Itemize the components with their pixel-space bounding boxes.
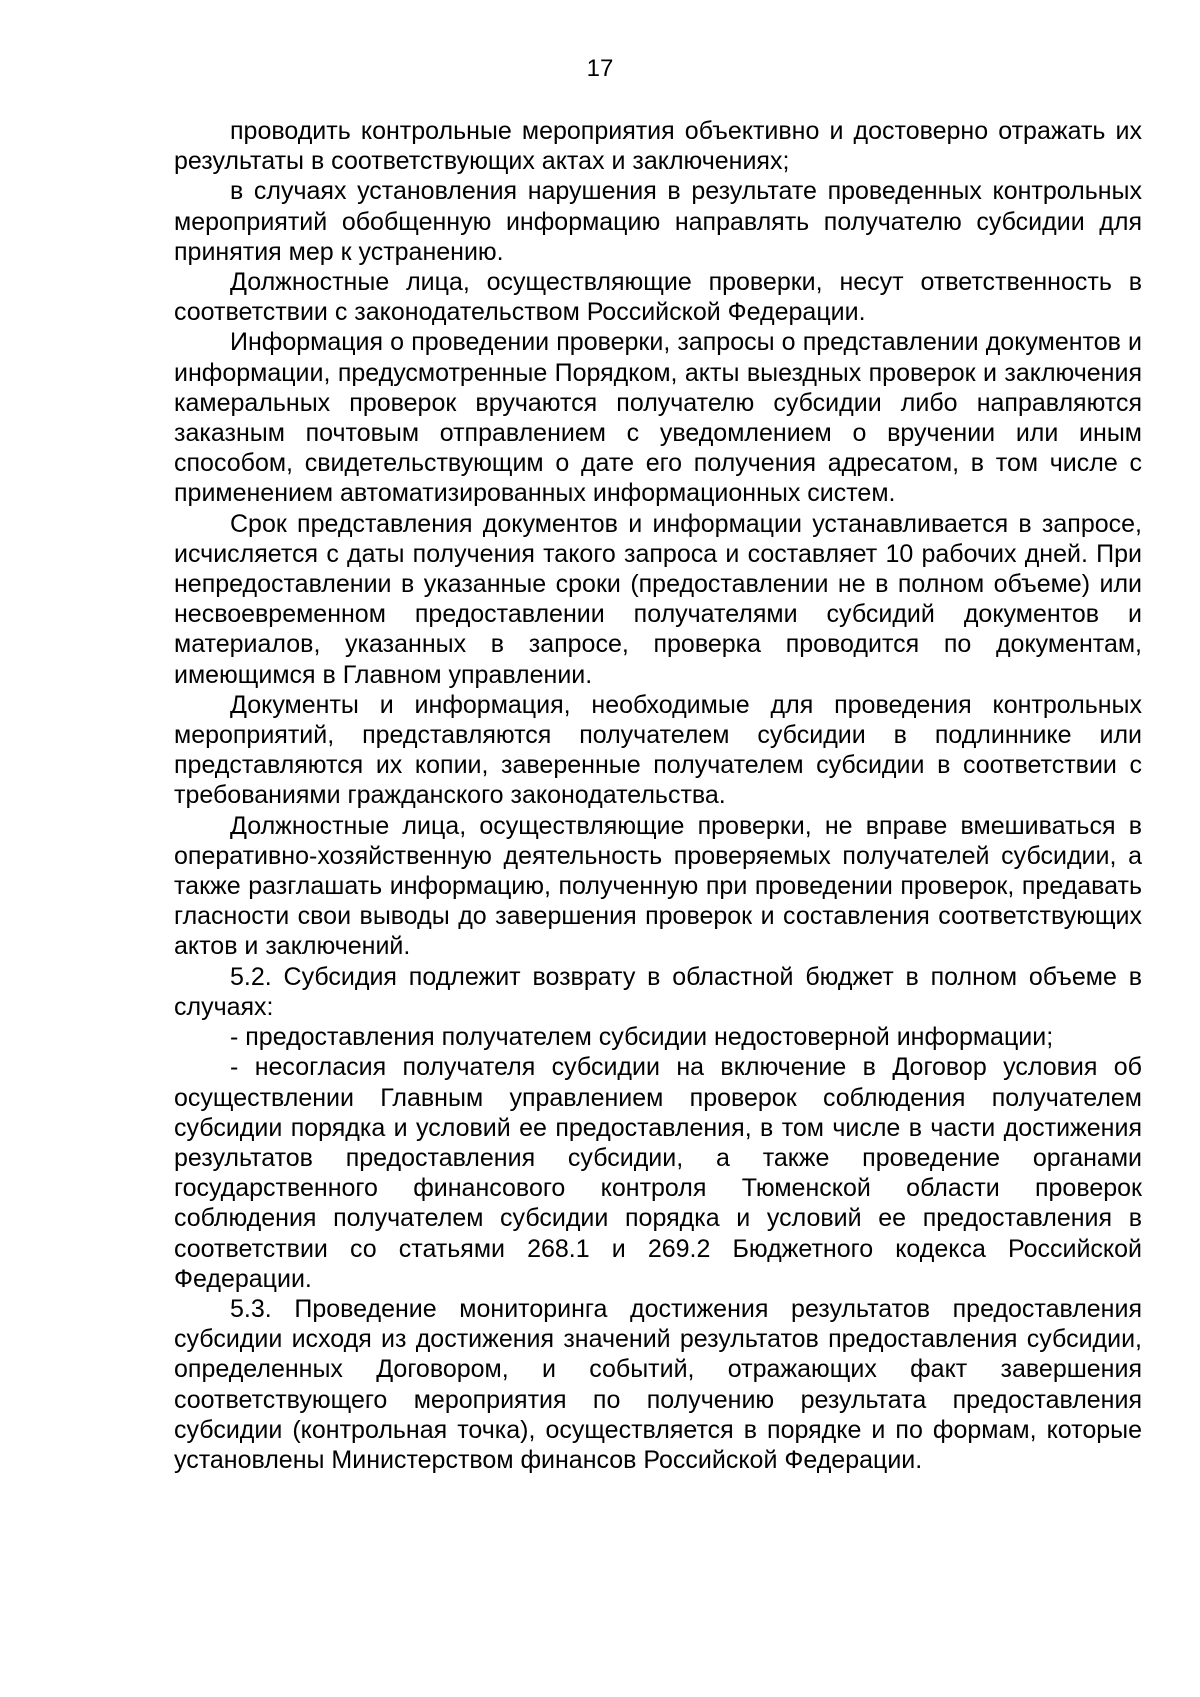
paragraph-submission-deadline: Срок представления документов и информации устанавливается в запросе, исчисляется с даты получения такого запроса и составляет 10 рабочих дней. При непредоставлении в указанные сроки (предоставлении не в полном объеме) или несвоевременном предоставлении получателями субсидий документов и материалов, указанных в запросе, проверка проводится по документам, имеющимся в Главном управлении. [174,509,1142,689]
paragraph-inspection-objectivity: проводить контрольные мероприятия объективно и достоверно отражать их результаты в соответствующих актах и заключениях; [174,117,1142,176]
document-body [174,116,1142,1475]
page-number: 17 [586,55,614,82]
paragraph-officials-responsibility: Должностные лица, осуществляющие проверки, несут ответственность в соответствии с законодательством Российской Федерации. [174,268,1142,327]
paragraph-section-5-2: 5.2. Субсидия подлежит возврату в областной бюджет в полном объеме в случаях: [174,962,1142,1021]
paragraph-inspection-information: Информация о проведении проверки, запросы о представлении документов и информации, предусмотренные Порядком, акты выездных проверок и заключения камеральных проверок вручаются получателю субсидии либо направляются заказным почтовым отправлением с уведомлением о вручении или иным способом, свидетельствующим о дате его получения адресатом, в том числе с применением автоматизированных информационных систем. [174,328,1142,508]
list-item-false-information: - предоставления получателем субсидии недостоверной информации; [230,1023,1054,1052]
paragraph-officials-restrictions: Должностные лица, осуществляющие проверки, не вправе вмешиваться в оперативно-хозяйственную деятельность проверяемых получателей субсидии, а также разглашать информацию, полученную при проведении проверок, предавать гласности свои выводы до завершения проверок и составления соответствующих актов и заключений. [174,811,1142,961]
list-item-disagreement: - несогласия получателя субсидии на включение в Договор условия об осуществлении Главным управлением проверок соблюдения получателем субсидии порядка и условий ее предоставления, в том числе в части достижения результатов предоставления субсидии, а также проведение органами государственного финансового контроля Тюменской области проверок соблюдения получателем субсидии порядка и условий ее предоставления в соответствии со статьями 268.1 и 269.2 Бюджетного кодекса Российской Федерации. [174,1053,1142,1293]
paragraph-violations-report: в случаях установления нарушения в результате проведенных контрольных мероприятий обобщенную информацию направлять получателю субсидии для принятия мер к устранению. [174,177,1142,266]
paragraph-documents-originals: Документы и информация, необходимые для проведения контрольных мероприятий, представляются получателем субсидии в подлиннике или представляются их копии, заверенные получателем субсидии в соответствии с требованиями гражданского законодательства. [174,690,1142,810]
paragraph-section-5-3: 5.3. Проведение мониторинга достижения результатов предоставления субсидии исходя из достижения значений результатов предоставления субсидии, определенных Договором, и событий, отражающих факт завершения соответствующего мероприятия по получению результата предоставления субсидии (контрольная точка), осуществляется в порядке и по формам, которые установлены Министерством финансов Российской Федерации. [174,1294,1142,1474]
